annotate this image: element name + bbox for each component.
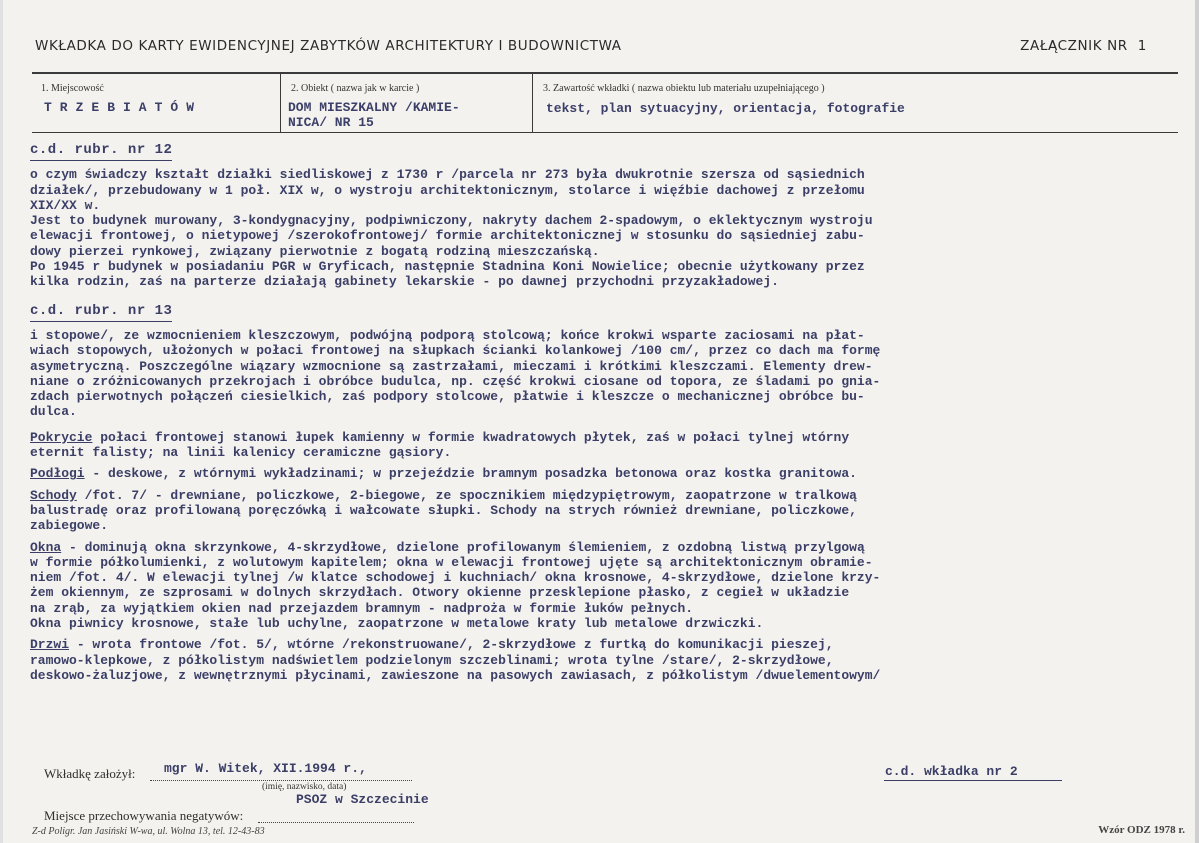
card-edge-right [1195, 0, 1199, 843]
item-term: Okna [30, 539, 62, 555]
item-term: Schody [30, 487, 77, 503]
author-dotted-line [150, 780, 412, 781]
printer-imprint: Z-d Poligr. Jan Jasiński W-wa, ul. Wolna 13, tel. 12-43-83 [32, 826, 265, 837]
item-term: Drzwi [30, 637, 70, 653]
storage-label: Miejsce przechowywania negatywów: [44, 808, 244, 823]
section-13 [30, 300, 1172, 420]
text-line: kilka rodzin, zaś na parterze działają gabinety lekarskie - po dawnej przychodni przyzakładowej. [30, 274, 779, 290]
storage-dotted-line [258, 822, 414, 823]
form-title: WKŁADKA DO KARTY EWIDENCYJNEJ ZABYTKÓW ARCHITEKTURY I BUDOWNICTWA [35, 38, 622, 54]
text-line: Schody /fot. 7/ - drewniane, policzkowe, 2-biegowe, ze spocznikiem międzypiętrowym, zaopatrzone w tralkową [30, 487, 857, 503]
text-line: Okna - dominują okna skrzynkowe, 4-skrzydłowe, dzielone profilowanym ślemieniem, z ozdobną listwą przylgową [30, 539, 865, 555]
text-line: elewacji frontowej, o nietypowej /szerokofrontowej/ formie architektonicznej w stosunku do sąsiedniej zabu- [30, 228, 865, 244]
section-heading: c.d. rubr. nr 13 [30, 304, 172, 322]
text-line: Pokrycie połaci frontowej stanowi łupek kamienny w formie kwadratowych płytek, zaś w połaci tylnej wtórny [30, 429, 850, 445]
text-line: asymetryczną. Poszczególne wiązary wzmocnione są zastrzałami, mieczami i krótkimi kleszczami. Elementy drew- [30, 358, 873, 374]
text-line: na zrąb, za wyjątkiem okien nad przejazdem bramnym - nadproża w formie łuków pełnych. [30, 600, 694, 616]
object-value-line1: DOM MIESZKALNY /KAMIE- [288, 100, 460, 115]
object-label: 2. Obiekt ( nazwa jak w karcie ) [291, 83, 420, 94]
item-drzwi [30, 637, 1172, 683]
attachment-number-value: 1 [1137, 38, 1147, 54]
section-12-text [30, 167, 1172, 289]
section-heading: c.d. rubr. nr 12 [30, 143, 172, 161]
locality-label: 1. Miejscowość [41, 83, 104, 94]
item-okna [30, 540, 1172, 632]
fields-table [32, 72, 1178, 133]
text-line: dowy pierzei rynkowej, związany pierwotnie z bogatą rodziną mieszczańską. [30, 243, 600, 259]
text-line: Po 1945 r budynek w posiadaniu PGR w Gryficach, następnie Stadnina Koni Nowielice; obecnie użytkowany przez [30, 259, 865, 275]
form-code: Wzór ODZ 1978 r. [1098, 824, 1185, 836]
text-line: działek/, przebudowany w 1 poł. XIX w, o wystroju architektonicznym, stolarce i więźbie dachowej z przełomu [30, 182, 865, 198]
object-value-line2: NICA/ NR 15 [288, 115, 374, 130]
document-body [30, 133, 1172, 683]
text-line: żem okiennym, ze szprosami w dolnych skrzydłach. Otwory okienne przesklepione płasko, z cegieł w układzie [30, 585, 850, 601]
text-line: wiach stopowych, ułożonych w połaci frontowej na słupkach ścianki kolankowej /100 cm/, przez co dach ma formę [30, 343, 881, 359]
item-podlogi [30, 466, 1172, 481]
text-line: Drzwi - wrota frontowe /fot. 5/, wtórne /rekonstruowane/, 2-skrzydłowe z furtką do komunikacji pieszej, [30, 637, 834, 653]
text-line: w formie półkolumienki, z wolutowym kapitelem; okna w elewacji frontowej ujęte są architektonicznym obramie- [30, 554, 873, 570]
author-value: mgr W. Witek, XII.1994 r., [164, 761, 367, 776]
section-13-text [30, 328, 1172, 420]
continuation-note: c.d. wkładka nr 2 [885, 764, 1018, 779]
text-line: i stopowe/, ze wzmocnieniem kleszczowym, podwójną podporą stolcową; końce krokwi wsparte zaciosami na płat- [30, 327, 865, 343]
section-12 [30, 139, 1172, 290]
content-value: tekst, plan sytuacyjny, orientacja, fotografie [546, 101, 905, 116]
item-term: Pokrycie [30, 429, 93, 445]
field-content [534, 74, 1178, 132]
object-value [288, 100, 460, 130]
text-line: deskowo-żaluzjowe, z wewnętrznymi płycinami, zawieszone na pasowych zawiasach, z półkolistym /dwuelementowym/ [30, 667, 881, 683]
item-pokrycie [30, 430, 1172, 461]
locality-value: TRZEBIATÓW [44, 100, 203, 115]
storage-value: PSOZ w Szczecinie [296, 792, 429, 807]
text-line: niane o zróżnicowanych przekrojach i obróbce budulca, np. część krokwi ciosane od topora, ze śladami po gnia- [30, 373, 881, 389]
text-line: eternit falisty; na linii kalenicy ceramiczne gąsiory. [30, 445, 452, 461]
author-label: Wkładkę założył: [44, 766, 136, 781]
continuation-underline [884, 780, 1062, 781]
text-line: ramowo-klepkowe, z półkolistym nadświetlem podzielonym szczeblinami; wrota tylne /stare/, 2-skrzydłowe, [30, 652, 834, 668]
attachment-number [1020, 38, 1147, 54]
text-line: niem /fot. 4/. W elewacji tylnej /w klatce schodowej i kuchniach/ okna krosnowe, 4-skrzydłowe, dzielone krzy- [30, 570, 881, 586]
author-sublabel: (imię, nazwisko, data) [262, 782, 347, 792]
attachment-label: ZAŁĄCZNIK NR [1020, 38, 1128, 54]
text-line: o czym świadczy kształt działki siedliskowej z 1730 r /parcela nr 273 była dwukrotnie szersza od sąsiednich [30, 167, 865, 183]
text-line: Podłogi - deskowe, z wtórnymi wykładzinami; w przejeździe bramnym posadzka betonowa oraz kostka granitowa. [30, 466, 857, 482]
text-line: Okna piwnicy krosnowe, stałe lub uchylne, zaopatrzone w metalowe kraty lub metalowe drzwiczki. [30, 616, 764, 632]
card-edge-left [0, 0, 3, 843]
text-line: XIX/XX w. [30, 197, 101, 213]
text-line: dulca. [30, 404, 77, 420]
field-object [282, 74, 533, 132]
field-locality [32, 74, 281, 132]
content-label: 3. Zawartość wkładki ( nazwa obiektu lub materiału uzupełniającego ) [543, 83, 825, 94]
text-line: Jest to budynek murowany, 3-kondygnacyjny, podpiwniczony, nakryty dachem 2-spadowym, o eklektycznym wystroju [30, 213, 873, 229]
text-line: zabiegowe. [30, 518, 109, 534]
item-term: Podłogi [30, 466, 85, 482]
item-schody [30, 488, 1172, 534]
text-line: balustradę oraz profilowaną poręczówką i wałcowate słupki. Schody na strych również drewniane, policzkowe, [30, 502, 857, 518]
text-line: zdach pierwotnych połączeń ciesielkich, zaś podpory stolcowe, płatwie i kleszcze o mechanicznej obróbce bu- [30, 389, 865, 405]
